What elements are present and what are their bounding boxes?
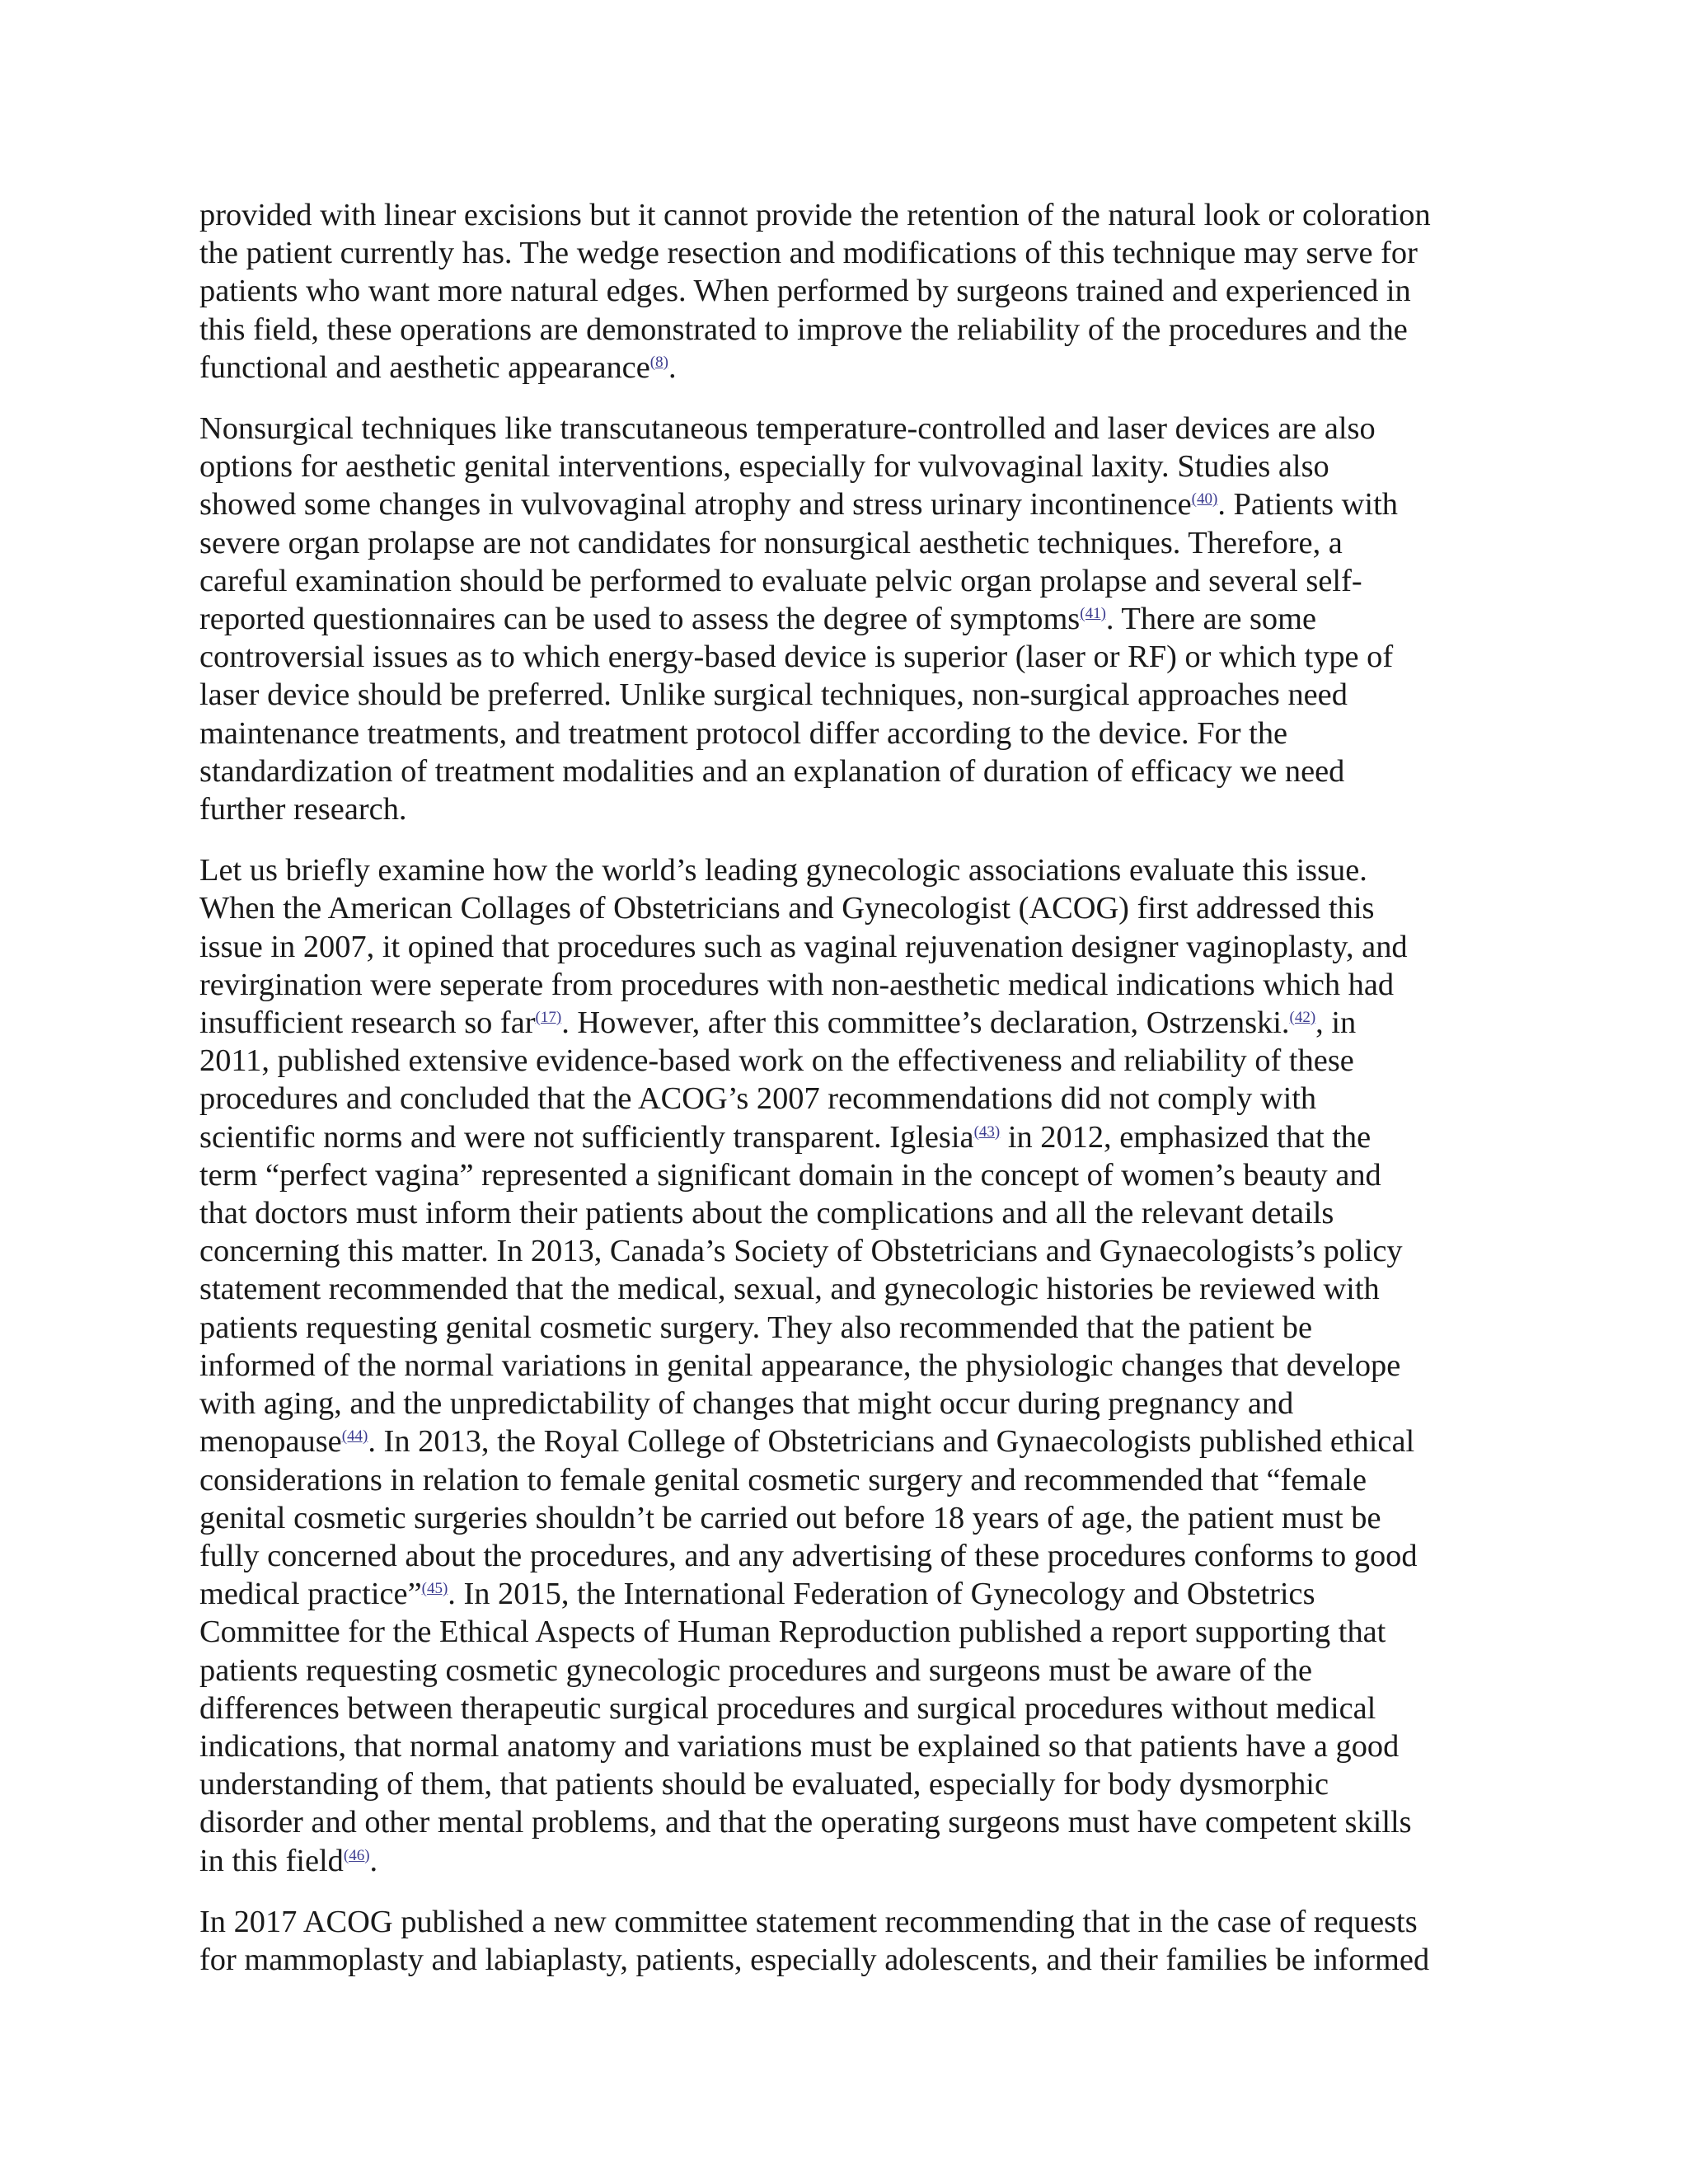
text-line [199, 1422, 1502, 1460]
text-segment: with aging, and the unpredictability of changes that might occur during pregnancy and [199, 1386, 1294, 1422]
text-segment: . However, after this committee’s declaration, Ostrzenski. [561, 1005, 1290, 1041]
text-line [199, 196, 1502, 234]
text-line [199, 1080, 1502, 1118]
text-segment: standardization of treatment modalities and an explanation of duration of efficacy we need [199, 753, 1345, 789]
citation-link[interactable]: (43) [973, 1122, 1001, 1141]
text-segment: provided with linear excisions but it cannot provide the retention of the natural look or coloration [199, 198, 1431, 232]
citation-link[interactable]: (17) [535, 1009, 562, 1027]
paragraph [199, 196, 1502, 387]
paragraph [199, 410, 1502, 828]
text-line [199, 1270, 1502, 1308]
text-segment: . [369, 1843, 378, 1878]
text-line [199, 1613, 1502, 1651]
text-line [199, 448, 1502, 485]
text-segment: term “perfect vagina” represented a significant domain in the concept of women’s beauty and [199, 1157, 1381, 1193]
text-line [199, 1575, 1502, 1613]
text-segment: informed of the normal variations in genital appearance, the physiologic changes that develope [199, 1347, 1401, 1383]
text-segment: showed some changes in vulvovaginal atrophy and stress urinary incontinence [199, 487, 1192, 523]
text-segment: the patient currently has. The wedge resection and modifications of this technique may serve for [199, 236, 1418, 271]
text-line [199, 889, 1502, 927]
text-line [199, 638, 1502, 676]
text-segment: indications, that normal anatomy and variations must be explained so that patients have a good [199, 1728, 1400, 1764]
text-segment: concerning this matter. In 2013, Canada’s Society of Obstetricians and Gynaecologists’s policy [199, 1234, 1403, 1269]
text-segment: procedures and concluded that the ACOG’s 2007 recommendations did not comply with [199, 1081, 1317, 1117]
text-line [199, 600, 1502, 638]
text-line [199, 1385, 1502, 1422]
text-line [199, 1309, 1502, 1347]
text-segment: that doctors must inform their patients about the complications and all the relevant details [199, 1196, 1334, 1231]
text-line [199, 790, 1502, 828]
text-line [199, 485, 1502, 523]
text-line [199, 349, 1502, 387]
text-segment: maintenance treatments, and treatment protocol differ according to the device. For the [199, 715, 1288, 751]
text-segment: disorder and other mental problems, and that the operating surgeons must have competent skills [199, 1805, 1412, 1840]
text-line [199, 524, 1502, 562]
text-line [199, 234, 1502, 272]
text-segment: insufficient research so far [199, 1005, 536, 1041]
citation-link[interactable]: (46) [343, 1846, 370, 1864]
paragraph [199, 1903, 1502, 1979]
text-line [199, 1941, 1502, 1979]
text-line [199, 1461, 1502, 1499]
text-segment: patients requesting cosmetic gynecologic procedures and surgeons must be aware of the [199, 1652, 1313, 1688]
text-segment: . Patients with [1217, 487, 1398, 523]
text-segment: patients requesting genital cosmetic surgery. They also recommended that the patient be [199, 1310, 1313, 1345]
text-line [199, 1042, 1502, 1080]
citation-link[interactable]: (45) [421, 1580, 448, 1598]
text-line [199, 1537, 1502, 1575]
text-segment: issue in 2007, it opined that procedures such as vaginal rejuvenation designer vaginoplasty, and [199, 929, 1408, 964]
text-segment: functional and aesthetic appearance [199, 349, 650, 385]
text-line [199, 1118, 1502, 1156]
text-segment: menopause [199, 1424, 342, 1460]
text-line [199, 272, 1502, 310]
text-line [199, 1232, 1502, 1270]
text-segment: revirgination were seperate from procedures with non-aesthetic medical indications which had [199, 967, 1395, 1002]
text-segment: severe organ prolapse are not candidates for nonsurgical aesthetic techniques. Therefore, a [199, 525, 1343, 560]
text-segment: in this field [199, 1843, 344, 1878]
text-line [199, 1194, 1502, 1232]
paragraph [199, 851, 1502, 1879]
text-segment: in 2012, emphasized that the [1000, 1119, 1372, 1155]
text-line [199, 1842, 1502, 1880]
text-segment: careful examination should be performed to evaluate pelvic organ prolapse and several self- [199, 563, 1362, 598]
text-line [199, 715, 1502, 752]
text-segment: 2011, published extensive evidence-based work on the effectiveness and reliability of these [199, 1043, 1354, 1079]
text-line [199, 1690, 1502, 1727]
text-segment: differences between therapeutic surgical procedures and surgical procedures without medical [199, 1690, 1376, 1726]
text-segment: controversial issues as to which energy-based device is superior (laser or RF) or which type of [199, 640, 1394, 675]
text-segment: Let us briefly examine how the world’s leading gynecologic associations evaluate this issue. [199, 853, 1367, 888]
citation-link[interactable]: (40) [1191, 490, 1218, 509]
text-segment: further research. [199, 792, 407, 827]
text-segment: . In 2013, the Royal College of Obstetricians and Gynaecologists published ethical [368, 1424, 1415, 1460]
text-segment: reported questionnaires can be used to assess the degree of symptoms [199, 602, 1081, 637]
text-segment: . [668, 349, 677, 385]
text-line [199, 1347, 1502, 1385]
text-line [199, 1004, 1502, 1042]
text-line [199, 676, 1502, 714]
citation-link[interactable]: (8) [649, 353, 668, 371]
text-segment: When the American Collages of Obstetricians and Gynecologist (ACOG) first addressed this [199, 891, 1375, 926]
text-line [199, 1499, 1502, 1537]
text-line [199, 1903, 1502, 1941]
text-segment: considerations in relation to female genital cosmetic surgery and recommended that “female [199, 1462, 1367, 1497]
citation-link[interactable]: (41) [1080, 605, 1106, 623]
citation-link[interactable]: (44) [341, 1427, 368, 1446]
text-segment: Nonsurgical techniques like transcutaneous temperature-controlled and laser devices are also [199, 411, 1376, 447]
document-body [199, 196, 1502, 2002]
text-segment: medical practice” [199, 1577, 422, 1612]
text-segment: . There are some [1105, 602, 1317, 637]
text-line [199, 1156, 1502, 1194]
text-line [199, 311, 1502, 349]
text-line [199, 1765, 1502, 1803]
text-segment: . In 2015, the International Federation of Gynecology and Obstetrics [448, 1577, 1315, 1612]
text-segment: laser device should be preferred. Unlike surgical techniques, non-surgical approaches need [199, 677, 1348, 713]
citation-link[interactable]: (42) [1289, 1009, 1316, 1027]
text-line [199, 928, 1502, 966]
text-segment: scientific norms and were not sufficiently transparent. Iglesia [199, 1119, 974, 1155]
text-segment: patients who want more natural edges. When performed by surgeons trained and experienced in [199, 274, 1411, 309]
text-segment: fully concerned about the procedures, and any advertising of these procedures conforms to good [199, 1538, 1418, 1573]
text-line [199, 752, 1502, 790]
text-line [199, 1803, 1502, 1841]
text-line [199, 1727, 1502, 1765]
text-segment: statement recommended that the medical, sexual, and gynecologic histories be reviewed with [199, 1272, 1380, 1307]
text-segment: for mammoplasty and labiaplasty, patients, especially adolescents, and their families be informed [199, 1942, 1430, 1977]
text-segment: In 2017 ACOG published a new committee statement recommending that in the case of requests [199, 1904, 1418, 1939]
text-segment: options for aesthetic genital interventions, especially for vulvovaginal laxity. Studies also [199, 449, 1329, 485]
text-line [199, 410, 1502, 448]
text-line [199, 851, 1502, 889]
text-segment: understanding of them, that patients should be evaluated, especially for body dysmorphic [199, 1767, 1329, 1802]
text-line [199, 1652, 1502, 1690]
text-segment: Committee for the Ethical Aspects of Human Reproduction published a report supporting that [199, 1615, 1386, 1650]
text-line [199, 562, 1502, 600]
text-segment: , in [1315, 1005, 1357, 1041]
text-line [199, 966, 1502, 1004]
text-segment: this field, these operations are demonstrated to improve the reliability of the procedures and the [199, 312, 1408, 347]
text-segment: genital cosmetic surgeries shouldn’t be carried out before 18 years of age, the patient must be [199, 1500, 1381, 1535]
